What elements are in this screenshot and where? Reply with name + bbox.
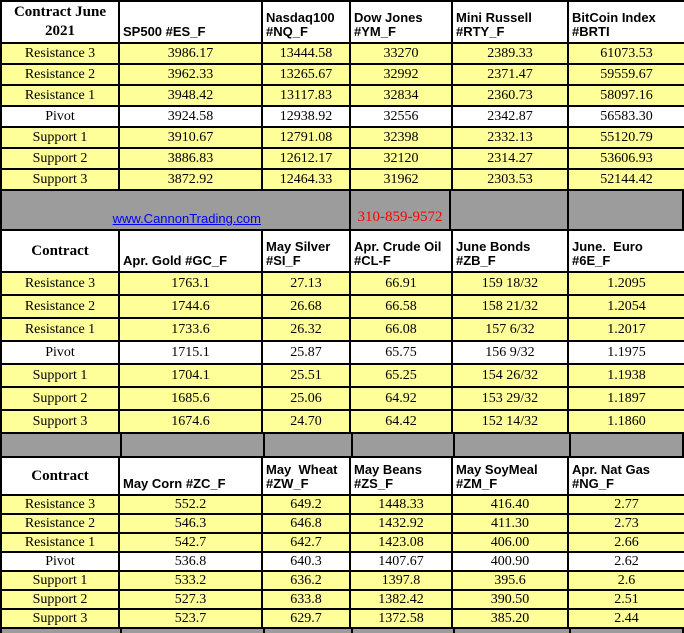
bottom-separator-band <box>0 629 684 633</box>
value-cell: 159 18/32 <box>452 272 568 295</box>
row-label: Support 1 <box>1 127 119 148</box>
value-cell: 2314.27 <box>452 148 568 169</box>
table-title: Contract June 2021 <box>1 1 119 43</box>
row-label: Support 2 <box>1 387 119 410</box>
row-label: Pivot <box>1 341 119 364</box>
value-cell: 64.92 <box>350 387 452 410</box>
row-label: Resistance 1 <box>1 85 119 106</box>
value-cell: 32556 <box>350 106 452 127</box>
column-header-dowjones: Dow Jones #YM_F <box>350 1 452 43</box>
value-cell: 2303.53 <box>452 169 568 190</box>
value-cell: 1.1860 <box>568 410 684 433</box>
value-cell: 2.77 <box>568 495 684 514</box>
value-cell: 406.00 <box>452 533 568 552</box>
column-header-nasdaq100: Nasdaq100 #NQ_F <box>262 1 350 43</box>
value-cell: 3962.33 <box>119 64 262 85</box>
column-header-euro: June. Euro #6E_F <box>568 230 684 272</box>
value-cell: 649.2 <box>262 495 350 514</box>
value-cell: 156 9/32 <box>452 341 568 364</box>
value-cell: 2389.33 <box>452 43 568 64</box>
separator-cell <box>351 629 453 633</box>
separator-cell <box>2 629 120 633</box>
row-label: Resistance 1 <box>1 318 119 341</box>
row-label: Resistance 3 <box>1 495 119 514</box>
value-cell: 24.70 <box>262 410 350 433</box>
row-label: Resistance 2 <box>1 514 119 533</box>
banner-spacer <box>261 191 349 229</box>
value-cell: 533.2 <box>119 571 262 590</box>
value-cell: 1407.67 <box>350 552 452 571</box>
value-cell: 12791.08 <box>262 127 350 148</box>
value-cell: 1.1975 <box>568 341 684 364</box>
value-cell: 1715.1 <box>119 341 262 364</box>
row-label: Pivot <box>1 552 119 571</box>
value-cell: 3986.17 <box>119 43 262 64</box>
value-cell: 1763.1 <box>119 272 262 295</box>
value-cell: 1.2095 <box>568 272 684 295</box>
value-cell: 65.75 <box>350 341 452 364</box>
value-cell: 1372.58 <box>350 609 452 628</box>
index-futures-table <box>0 0 684 191</box>
separator-cell <box>263 434 351 456</box>
table-title: Contract <box>1 457 119 495</box>
table-row <box>1 127 684 148</box>
table-row <box>1 318 684 341</box>
value-cell: 2.62 <box>568 552 684 571</box>
value-cell: 3910.67 <box>119 127 262 148</box>
value-cell: 12938.92 <box>262 106 350 127</box>
row-label: Support 1 <box>1 571 119 590</box>
value-cell: 64.42 <box>350 410 452 433</box>
table-row <box>1 495 684 514</box>
separator-cell <box>569 434 682 456</box>
value-cell: 527.3 <box>119 590 262 609</box>
table-row <box>1 64 684 85</box>
pivot-row <box>1 552 684 571</box>
row-label: Resistance 1 <box>1 533 119 552</box>
value-cell: 56583.30 <box>568 106 684 127</box>
grains-table <box>0 456 684 629</box>
value-cell: 3886.83 <box>119 148 262 169</box>
value-cell: 646.8 <box>262 514 350 533</box>
value-cell: 1448.33 <box>350 495 452 514</box>
value-cell: 32834 <box>350 85 452 106</box>
value-cell: 2.73 <box>568 514 684 533</box>
value-cell: 1704.1 <box>119 364 262 387</box>
value-cell: 26.32 <box>262 318 350 341</box>
value-cell: 395.6 <box>452 571 568 590</box>
value-cell: 66.58 <box>350 295 452 318</box>
table-row <box>1 295 684 318</box>
table-row <box>1 272 684 295</box>
pivot-row <box>1 106 684 127</box>
value-cell: 13117.83 <box>262 85 350 106</box>
separator-cell <box>120 434 263 456</box>
value-cell: 66.08 <box>350 318 452 341</box>
header-row <box>1 1 684 43</box>
value-cell: 55120.79 <box>568 127 684 148</box>
value-cell: 1432.92 <box>350 514 452 533</box>
table-row <box>1 387 684 410</box>
pivot-row <box>1 341 684 364</box>
value-cell: 13444.58 <box>262 43 350 64</box>
value-cell: 157 6/32 <box>452 318 568 341</box>
value-cell: 552.2 <box>119 495 262 514</box>
value-cell: 53606.93 <box>568 148 684 169</box>
value-cell: 2.6 <box>568 571 684 590</box>
table-row <box>1 514 684 533</box>
value-cell: 1423.08 <box>350 533 452 552</box>
value-cell: 1.2017 <box>568 318 684 341</box>
row-label: Resistance 2 <box>1 295 119 318</box>
value-cell: 3924.58 <box>119 106 262 127</box>
row-label: Pivot <box>1 106 119 127</box>
column-header-gold: Apr. Gold #GC_F <box>119 230 262 272</box>
row-label: Support 3 <box>1 609 119 628</box>
value-cell: 2.44 <box>568 609 684 628</box>
value-cell: 52144.42 <box>568 169 684 190</box>
row-label: Resistance 3 <box>1 272 119 295</box>
separator-cell <box>569 629 682 633</box>
value-cell: 536.8 <box>119 552 262 571</box>
value-cell: 2360.73 <box>452 85 568 106</box>
column-header-bonds: June Bonds #ZB_F <box>452 230 568 272</box>
value-cell: 523.7 <box>119 609 262 628</box>
phone-cell <box>349 191 451 229</box>
separator-band <box>0 434 684 456</box>
value-cell: 61073.53 <box>568 43 684 64</box>
value-cell: 642.7 <box>262 533 350 552</box>
value-cell: 12464.33 <box>262 169 350 190</box>
table-row <box>1 43 684 64</box>
value-cell: 1733.6 <box>119 318 262 341</box>
value-cell: 633.8 <box>262 590 350 609</box>
column-header-corn: May Corn #ZC_F <box>119 457 262 495</box>
value-cell: 2.51 <box>568 590 684 609</box>
table-row <box>1 410 684 433</box>
value-cell: 3948.42 <box>119 85 262 106</box>
value-cell: 411.30 <box>452 514 568 533</box>
value-cell: 26.68 <box>262 295 350 318</box>
value-cell: 629.7 <box>262 609 350 628</box>
value-cell: 2342.87 <box>452 106 568 127</box>
value-cell: 2332.13 <box>452 127 568 148</box>
column-header-beans: May Beans #ZS_F <box>350 457 452 495</box>
value-cell: 59559.67 <box>568 64 684 85</box>
column-header-silver: May Silver #SI_F <box>262 230 350 272</box>
value-cell: 158 21/32 <box>452 295 568 318</box>
row-label: Resistance 3 <box>1 43 119 64</box>
banner-spacer <box>567 191 680 229</box>
value-cell: 66.91 <box>350 272 452 295</box>
table-row <box>1 364 684 387</box>
value-cell: 25.87 <box>262 341 350 364</box>
separator-cell <box>263 629 351 633</box>
header-row <box>1 230 684 272</box>
value-cell: 152 14/32 <box>452 410 568 433</box>
value-cell: 1744.6 <box>119 295 262 318</box>
table-row <box>1 590 684 609</box>
value-cell: 13265.67 <box>262 64 350 85</box>
value-cell: 400.90 <box>452 552 568 571</box>
row-label: Support 3 <box>1 410 119 433</box>
separator-cell <box>453 434 569 456</box>
value-cell: 2371.47 <box>452 64 568 85</box>
value-cell: 154 26/32 <box>452 364 568 387</box>
value-cell: 1.1938 <box>568 364 684 387</box>
value-cell: 32992 <box>350 64 452 85</box>
value-cell: 65.25 <box>350 364 452 387</box>
table-row <box>1 169 684 190</box>
value-cell: 636.2 <box>262 571 350 590</box>
value-cell: 1674.6 <box>119 410 262 433</box>
column-header-crudeoil: Apr. Crude Oil #CL-F <box>350 230 452 272</box>
value-cell: 542.7 <box>119 533 262 552</box>
value-cell: 1.2054 <box>568 295 684 318</box>
value-cell: 32398 <box>350 127 452 148</box>
row-label: Support 3 <box>1 169 119 190</box>
table-row <box>1 609 684 628</box>
banner-band <box>0 191 684 229</box>
phone-number: 310-859-9572 <box>357 209 443 225</box>
value-cell: 27.13 <box>262 272 350 295</box>
row-label: Support 2 <box>1 148 119 169</box>
column-header-soymeal: May SoyMeal #ZM_F <box>452 457 568 495</box>
value-cell: 1382.42 <box>350 590 452 609</box>
value-cell: 390.50 <box>452 590 568 609</box>
value-cell: 546.3 <box>119 514 262 533</box>
value-cell: 1685.6 <box>119 387 262 410</box>
value-cell: 32120 <box>350 148 452 169</box>
commodities-table <box>0 229 684 434</box>
value-cell: 31962 <box>350 169 452 190</box>
row-label: Resistance 2 <box>1 64 119 85</box>
separator-cell <box>120 629 263 633</box>
value-cell: 385.20 <box>452 609 568 628</box>
value-cell: 416.40 <box>452 495 568 514</box>
value-cell: 25.06 <box>262 387 350 410</box>
column-header-bitcoin: BitCoin Index #BRTI <box>568 1 684 43</box>
row-label: Support 2 <box>1 590 119 609</box>
separator-cell <box>2 434 120 456</box>
column-header-sp500: SP500 #ES_F <box>119 1 262 43</box>
value-cell: 3872.92 <box>119 169 262 190</box>
table-row <box>1 571 684 590</box>
value-cell: 58097.16 <box>568 85 684 106</box>
separator-cell <box>453 629 569 633</box>
website-link[interactable]: www.CannonTrading.com <box>112 211 261 226</box>
table-title: Contract <box>1 230 119 272</box>
value-cell: 2.66 <box>568 533 684 552</box>
column-header-minirussell: Mini Russell #RTY_F <box>452 1 568 43</box>
column-header-wheat: May Wheat #ZW_F <box>262 457 350 495</box>
column-header-natgas: Apr. Nat Gas #NG_F <box>568 457 684 495</box>
value-cell: 1.1897 <box>568 387 684 410</box>
value-cell: 33270 <box>350 43 452 64</box>
row-label: Support 1 <box>1 364 119 387</box>
separator-cell <box>351 434 453 456</box>
table-row <box>1 148 684 169</box>
value-cell: 640.3 <box>262 552 350 571</box>
header-row <box>1 457 684 495</box>
value-cell: 12612.17 <box>262 148 350 169</box>
value-cell: 1397.8 <box>350 571 452 590</box>
banner-spacer <box>451 191 567 229</box>
value-cell: 25.51 <box>262 364 350 387</box>
table-row <box>1 85 684 106</box>
website-cell <box>2 191 261 229</box>
value-cell: 153 29/32 <box>452 387 568 410</box>
table-row <box>1 533 684 552</box>
